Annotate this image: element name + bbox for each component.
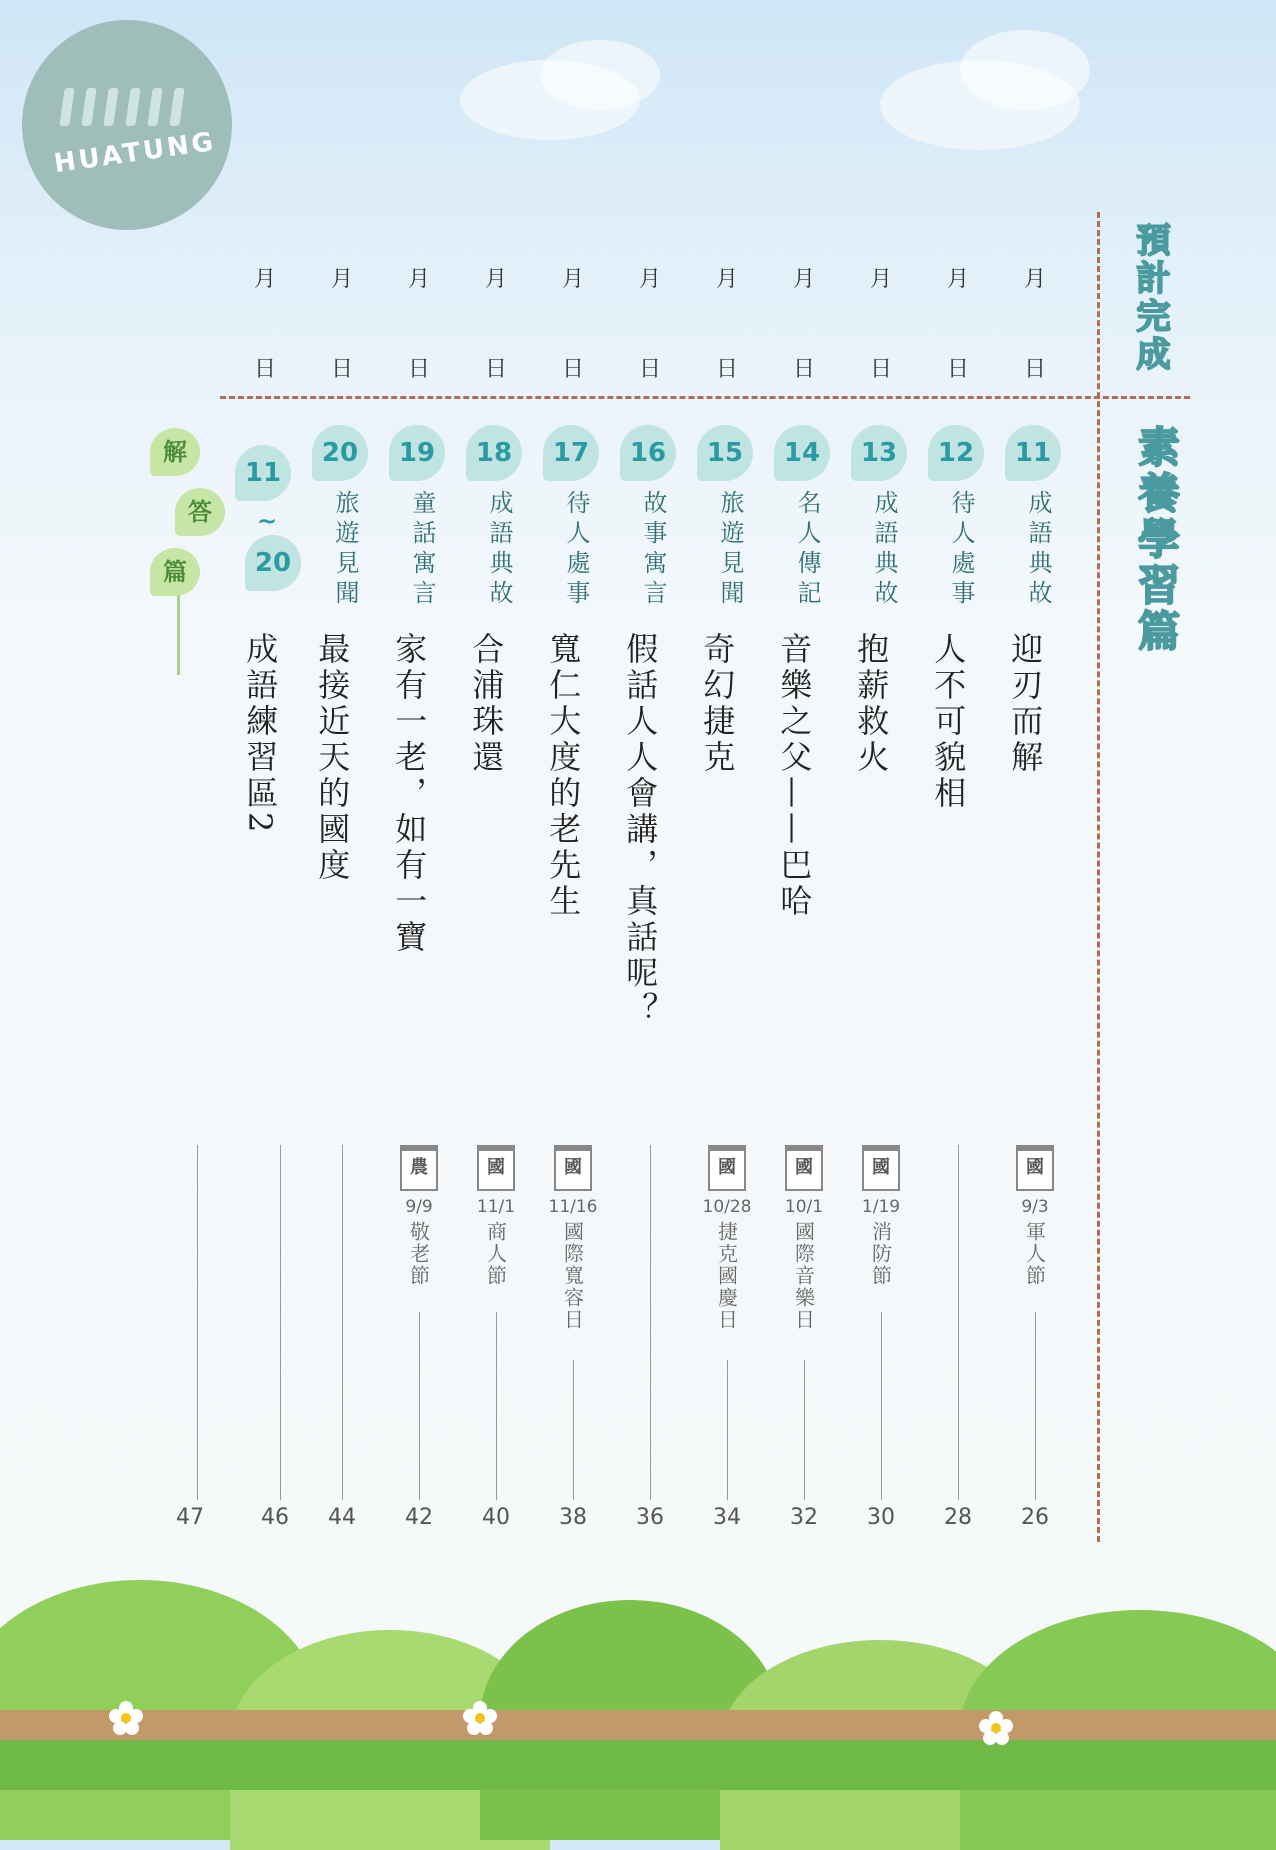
- festival-name: 捷克國慶日: [714, 1221, 739, 1331]
- schedule-month: 月: [638, 267, 661, 292]
- festival-name: 國際寬容日: [560, 1221, 585, 1331]
- chapter-number: [928, 425, 984, 485]
- leader-line: [958, 1145, 959, 1500]
- schedule-day: 日: [946, 357, 969, 382]
- chapter-number: [1005, 425, 1061, 485]
- divider-vertical: [1097, 212, 1100, 1542]
- answer-leaf-2: 答: [175, 488, 225, 536]
- schedule-month: 月: [253, 267, 276, 292]
- festival-date: 11/16: [548, 1197, 598, 1217]
- chapter-category: 名人傳記: [793, 490, 821, 610]
- divider-horizontal: [220, 396, 1190, 399]
- leader-line: [650, 1145, 651, 1500]
- schedule-month: 月: [330, 267, 353, 292]
- chapter-title: 音樂之父——巴哈: [775, 632, 814, 920]
- chapter-category: 成語典故: [485, 490, 513, 610]
- festival-badge: 國: [785, 1145, 823, 1191]
- logo-bars-graphic: [62, 88, 202, 128]
- chapter-title: 奇幻捷克: [698, 632, 737, 776]
- festival-badge: 國: [862, 1145, 900, 1191]
- festival-badge: 農: [400, 1145, 438, 1191]
- leader-line: [496, 1312, 497, 1500]
- leader-line: [1035, 1312, 1036, 1500]
- schedule-month: 月: [792, 267, 815, 292]
- festival-tag: [394, 1145, 444, 1287]
- page-number: 42: [405, 1505, 433, 1530]
- festival-date: 9/9: [405, 1197, 433, 1217]
- chapter-number-text: 17: [543, 425, 599, 481]
- chapter-number-text: 18: [466, 425, 522, 481]
- schedule-day: 日: [330, 357, 353, 382]
- chapter-title: 最接近天的國度: [313, 632, 352, 884]
- page-number: 32: [790, 1505, 818, 1530]
- chapter-category: 旅遊見聞: [716, 490, 744, 610]
- chapter-number-text: 15: [697, 425, 753, 481]
- page-number: 44: [328, 1505, 356, 1530]
- landscape-illustration: [0, 1540, 1276, 1790]
- festival-tag: [471, 1145, 521, 1287]
- schedule-day: 日: [715, 357, 738, 382]
- schedule-day: 日: [407, 357, 430, 382]
- leader-line: [280, 1145, 281, 1500]
- chapter-title: 人不可貌相: [929, 632, 968, 812]
- festival-name: 國際音樂日: [791, 1221, 816, 1331]
- section-title: 素養學習篇: [1132, 425, 1181, 655]
- festival-tag: [548, 1145, 598, 1331]
- chapter-number-text: 14: [774, 425, 830, 481]
- festival-badge: 國: [708, 1145, 746, 1191]
- schedule-day: 日: [792, 357, 815, 382]
- chapter-category: 童話寓言: [408, 490, 436, 610]
- schedule-month: 月: [1023, 267, 1046, 292]
- chapter-number: [620, 425, 676, 485]
- flower-icon: [462, 1700, 498, 1736]
- page-number: 30: [867, 1505, 895, 1530]
- practice-title: 成語練習區2: [241, 632, 280, 837]
- practice-tilde: ~: [257, 507, 278, 535]
- flower-icon: [108, 1700, 144, 1736]
- schedule-day: 日: [484, 357, 507, 382]
- chapter-number-text: 12: [928, 425, 984, 481]
- publisher-logo: [22, 20, 232, 230]
- practice-number-bottom: 20: [245, 535, 301, 595]
- page-number: 28: [944, 1505, 972, 1530]
- festival-date: 10/1: [784, 1197, 824, 1217]
- schedule-day: 日: [638, 357, 661, 382]
- leader-line: [804, 1360, 805, 1500]
- page-number: 40: [482, 1505, 510, 1530]
- chapter-number: [851, 425, 907, 485]
- page-number: 38: [559, 1505, 587, 1530]
- chapter-title: 假話人人會講，真話呢？: [621, 632, 660, 1028]
- festival-name: 敬老節: [406, 1221, 431, 1287]
- chapter-number: [774, 425, 830, 485]
- festival-date: 1/19: [861, 1197, 901, 1217]
- chapter-number: [543, 425, 599, 485]
- chapter-category: 故事寓言: [639, 490, 667, 610]
- schedule-day: 日: [869, 357, 892, 382]
- answer-section: [150, 420, 230, 660]
- chapter-title: 合浦珠還: [467, 632, 506, 776]
- festival-badge: 國: [1016, 1145, 1054, 1191]
- leader-line: [881, 1312, 882, 1500]
- leader-line: [573, 1360, 574, 1500]
- festival-name: 消防節: [868, 1221, 893, 1287]
- schedule-month: 月: [869, 267, 892, 292]
- page-number: 47: [176, 1505, 204, 1530]
- leader-line: [342, 1145, 343, 1500]
- chapter-number: [312, 425, 368, 485]
- chapter-category: 成語典故: [870, 490, 898, 610]
- chapter-category: 待人處事: [562, 490, 590, 610]
- answer-leaf-1: 解: [150, 428, 200, 476]
- chapter-title: 迎刃而解: [1006, 632, 1045, 776]
- festival-badge: 國: [477, 1145, 515, 1191]
- schedule-month: 月: [715, 267, 738, 292]
- festival-date: 11/1: [476, 1197, 516, 1217]
- festival-date: 10/28: [702, 1197, 752, 1217]
- schedule-day: 日: [253, 357, 276, 382]
- schedule-day: 日: [1023, 357, 1046, 382]
- chapter-number-text: 16: [620, 425, 676, 481]
- festival-badge: 國: [554, 1145, 592, 1191]
- festival-date: 9/3: [1021, 1197, 1049, 1217]
- schedule-month: 月: [407, 267, 430, 292]
- answer-leaf-3: 篇: [150, 548, 200, 596]
- chapter-number: [389, 425, 445, 485]
- chapter-number: [697, 425, 753, 485]
- flower-icon: [978, 1710, 1014, 1746]
- leader-line: [419, 1312, 420, 1500]
- leader-line: [727, 1360, 728, 1500]
- chapter-category: 待人處事: [947, 490, 975, 610]
- chapter-number-text: 11: [1005, 425, 1061, 481]
- chapter-title: 抱薪救火: [852, 632, 891, 776]
- page-number: 26: [1021, 1505, 1049, 1530]
- festival-name: 商人節: [483, 1221, 508, 1287]
- page-number: 46: [261, 1505, 289, 1530]
- schedule-header: 預計完成: [1130, 222, 1170, 374]
- practice-number-top: 11: [235, 445, 291, 505]
- chapter-number-text: 19: [389, 425, 445, 481]
- chapter-category: 成語典故: [1024, 490, 1052, 610]
- chapter-category: 旅遊見聞: [331, 490, 359, 610]
- chapter-number-text: 13: [851, 425, 907, 481]
- leader-line: [197, 1145, 198, 1500]
- chapter-title: 寬仁大度的老先生: [544, 632, 583, 920]
- schedule-month: 月: [946, 267, 969, 292]
- logo-text: HUATUNG: [52, 126, 218, 180]
- festival-tag: [779, 1145, 829, 1331]
- page-number: 34: [713, 1505, 741, 1530]
- chapter-title: 家有一老，如有一寶: [390, 632, 429, 956]
- festival-tag: [702, 1145, 752, 1331]
- festival-name: 軍人節: [1022, 1221, 1047, 1287]
- chapter-number: [466, 425, 522, 485]
- festival-tag: [1010, 1145, 1060, 1287]
- schedule-month: 月: [561, 267, 584, 292]
- schedule-month: 月: [484, 267, 507, 292]
- page-number: 36: [636, 1505, 664, 1530]
- festival-tag: [856, 1145, 906, 1287]
- chapter-number-text: 20: [312, 425, 368, 481]
- schedule-day: 日: [561, 357, 584, 382]
